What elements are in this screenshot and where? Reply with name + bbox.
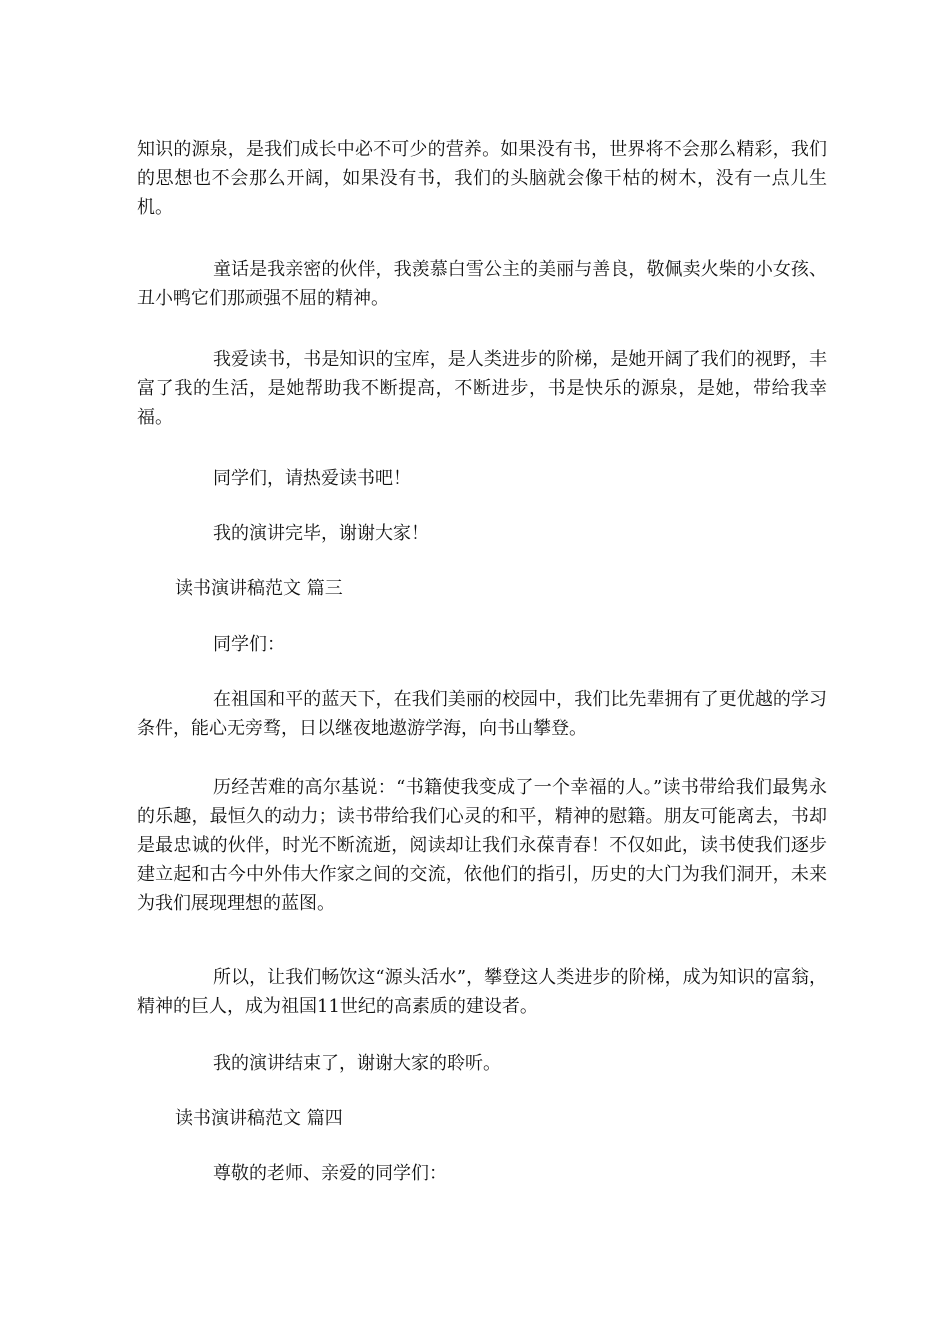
- paragraph-knowledge-source: 知识的源泉，是我们成长中必不可少的营养。如果没有书，世界将不会那么精彩，我们的思想也不会那么开阔，如果没有书，我们的头脑就会像干枯的树木，没有一点儿生机。: [137, 139, 827, 218]
- section-heading-part3: 读书演讲稿范文 篇三: [175, 578, 343, 599]
- paragraph-call-to-read: 同学们，请热爱读书吧！: [213, 468, 411, 489]
- paragraph-greeting: 尊敬的老师、亲爱的同学们：: [213, 1163, 447, 1184]
- paragraph-peaceful-sky: 在祖国和平的蓝天下，在我们美丽的校园中，我们比先辈拥有了更优越的学习条件，能心无旁骛，日以继夜地遨游学海，向书山攀登。: [137, 689, 827, 739]
- paragraph-living-water: 所以，让我们畅饮这“源头活水”，攀登这人类进步的阶梯，成为知识的富翁，精神的巨人，成为祖国11世纪的高素质的建设者。: [137, 967, 827, 1017]
- paragraph-speech-end: 我的演讲完毕，谢谢大家！: [213, 523, 429, 544]
- paragraph-fairy-tales: 童话是我亲密的伙伴，我羡慕白雪公主的美丽与善良，敬佩卖火柴的小女孩、丑小鸭它们那顽强不屈的精神。: [137, 259, 827, 309]
- section-heading-part4: 读书演讲稿范文 篇四: [175, 1108, 343, 1129]
- paragraph-love-reading: 我爱读书，书是知识的宝库，是人类进步的阶梯，是她开阔了我们的视野，丰富了我的生活，是她帮助我不断提高，不断进步，书是快乐的源泉，是她，带给我幸福。: [137, 349, 827, 428]
- paragraph-gorky-quote: 历经苦难的高尔基说：“书籍使我变成了一个幸福的人。”读书带给我们最隽永的乐趣，最恒久的动力；读书带给我们心灵的和平，精神的慰籍。朋友可能离去，书却是最忠诚的伙伴，时光不断流逝，阅读却让我们永葆青春！不仅如此，读书使我们逐步建立起和古今中外伟大作家之间的交流，依他们的指引，历史的大门为我们洞开，未来为我们展现理想的蓝图。: [137, 777, 827, 914]
- paragraph-speech-conclusion: 我的演讲结束了，谢谢大家的聆听。: [213, 1053, 501, 1074]
- paragraph-salutation: 同学们：: [213, 634, 285, 655]
